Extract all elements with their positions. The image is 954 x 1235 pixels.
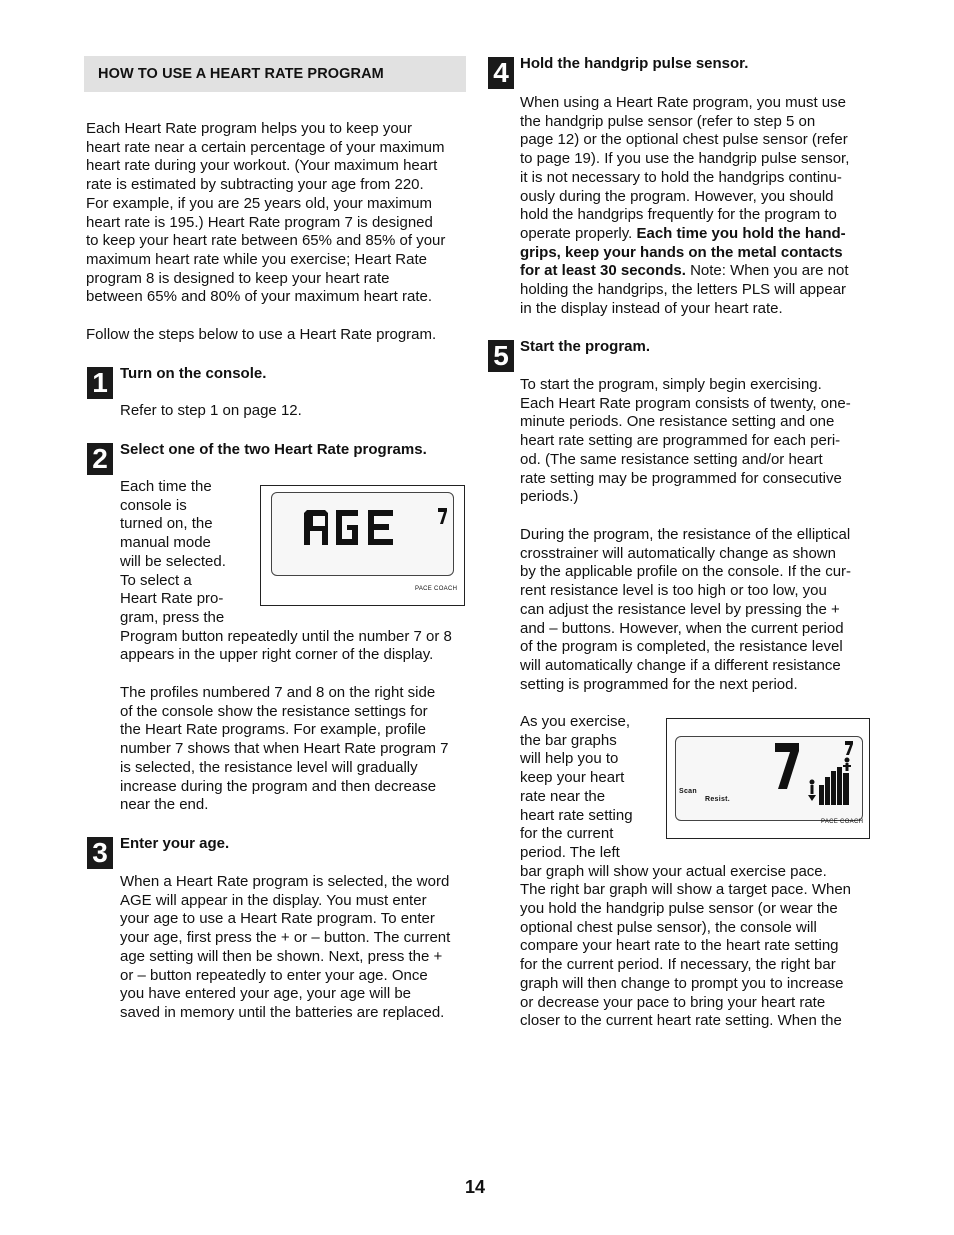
text-line: to page 19). If you use the handgrip pulse sensor,: [520, 150, 850, 168]
text-line: will be selected.: [120, 552, 226, 570]
text-line: will help you to: [520, 750, 619, 768]
text-line: near the end.: [120, 796, 209, 814]
text-line: compare your heart rate to the heart rate setting: [520, 937, 839, 955]
text-line: manual mode: [120, 534, 211, 552]
text-line: [520, 244, 880, 263]
text-line: AGE will appear in the display. You must enter: [120, 891, 427, 909]
text-line: heart rate near a certain percentage of your maximum: [86, 138, 445, 156]
step-number-3: 3: [87, 837, 113, 869]
text-line: program 8 is designed to keep your heart rate: [86, 269, 390, 287]
text-line: your age, first press the + or – button. The current: [120, 929, 451, 947]
text-line: of the program is completed, the resistance level: [520, 638, 843, 656]
text-line: keep your heart: [520, 769, 625, 787]
text-line: ously during the program. However, you should: [520, 187, 834, 205]
text-line: of the console show the resistance settings for: [120, 702, 428, 720]
bold-span: grips, keep your hands on the metal contacts: [520, 243, 843, 261]
text-line: by the applicable profile on the console. If the cur-: [520, 563, 852, 581]
text-line: Each Heart Rate program consists of twenty, one-: [520, 394, 851, 412]
text-line: [520, 225, 880, 244]
text-line: During the program, the resistance of the elliptical: [520, 526, 851, 543]
text-line: optional chest pulse sensor), the console will: [520, 918, 817, 936]
step-number-1: 1: [87, 367, 113, 399]
step4-body: [520, 94, 880, 318]
text-line: setting is programmed for the next period.: [520, 675, 798, 693]
text-line: heart rate setting: [520, 806, 633, 824]
text-line: od. (The same resistance setting and/or heart: [520, 450, 823, 468]
text-line: console is: [120, 496, 187, 514]
text-line: graph will then change to prompt you to increase: [520, 974, 844, 992]
text-line: increase during the program and then decrease: [120, 777, 437, 795]
text-line: age setting will then be shown. Next, press the +: [120, 947, 443, 965]
text-line: page 12) or the optional chest pulse sensor (refer: [520, 131, 848, 149]
text-line: for the current period. If necessary, the right bar: [520, 956, 836, 974]
text-line: to keep your heart rate between 65% and 85% of your: [86, 232, 446, 250]
bold-span: Each time you hold the hand-: [636, 224, 846, 242]
text-line: gram, press the: [120, 608, 225, 626]
text-line: periods.): [520, 488, 579, 506]
text-line: rate near the: [520, 787, 606, 805]
text-line: turned on, the: [120, 515, 213, 533]
step5-paragraph-1: [520, 376, 880, 507]
step3-body: [120, 873, 480, 1023]
text-line: will automatically change if a different resistance: [520, 656, 841, 674]
text-line: Program button repeatedly until the number 7 or 8: [120, 627, 452, 645]
text-line: or – button repeatedly to enter your age. Once: [120, 966, 428, 984]
text-line: between 65% and 80% of your maximum heart rate.: [86, 288, 433, 306]
text-line: For example, if you are 25 years old, your maximum: [86, 194, 432, 212]
text-span: operate properly.: [520, 224, 637, 242]
section-header: [84, 56, 466, 92]
text-line: To start the program, simply begin exercising.: [520, 376, 822, 393]
text-span: Note: When you are not: [685, 262, 849, 280]
text-line: is selected, the resistance level will gradually: [120, 758, 418, 776]
step-title-4: Hold the handgrip pulse sensor.: [520, 55, 749, 72]
text-line: period. The left: [520, 843, 620, 861]
text-line: The profiles numbered 7 and 8 on the right side: [120, 684, 436, 701]
step-title-2: Select one of the two Heart Rate programs.: [120, 441, 427, 458]
text-line: can adjust the resistance level by pressing the +: [520, 600, 840, 618]
step-title-5: Start the program.: [520, 338, 651, 355]
text-line: heart rate is 195.) Heart Rate program 7 is designed: [86, 213, 433, 231]
intro-follow: Follow the steps below to use a Heart Rate program.: [86, 326, 437, 343]
text-line: hold the handgrips frequently for the program to: [520, 206, 837, 224]
text-line: the handgrip pulse sensor (refer to step 5 on: [520, 112, 816, 130]
text-line: When using a Heart Rate program, you must use: [520, 94, 846, 111]
page-number: 14: [465, 1177, 486, 1197]
text-line: Each time the: [120, 478, 212, 495]
intro-paragraph: [86, 120, 471, 307]
resist-label: Resist.: [705, 796, 731, 803]
bold-span: for at least 30 seconds.: [520, 262, 686, 280]
text-line: your age to use a Heart Rate program. To enter: [120, 910, 435, 928]
section-title: HOW TO USE A HEART RATE PROGRAM: [98, 66, 384, 82]
step-number-2: 2: [87, 443, 113, 475]
step-title-1: Turn on the console.: [120, 365, 267, 382]
text-line: heart rate setting are programmed for each peri-: [520, 432, 841, 450]
text-line: and – buttons. However, when the current period: [520, 619, 844, 637]
text-line: [520, 262, 880, 281]
text-line: it is not necessary to hold the handgrips continu-: [520, 168, 842, 186]
text-line: closer to the current heart rate setting. When the: [520, 1012, 842, 1030]
text-line: saved in memory until the batteries are replaced.: [120, 1003, 445, 1021]
step-number-4: 4: [488, 57, 514, 89]
scan-label: Scan: [679, 788, 697, 795]
text-line: bar graph will show your actual exercise pace.: [520, 862, 827, 880]
text-line: crosstrainer will automatically change as shown: [520, 544, 836, 562]
text-line: rent resistance level is too high or too low, you: [520, 582, 827, 600]
text-line: rate is estimated by subtracting your age from 220.: [86, 176, 424, 194]
text-line: As you exercise,: [520, 713, 631, 730]
text-line: the bar graphs: [520, 731, 617, 749]
text-line: number 7 shows that when Heart Rate program 7: [120, 740, 449, 758]
step-title-3: Enter your age.: [120, 835, 230, 852]
text-line: you have entered your age, your age will be: [120, 985, 412, 1003]
step5-paragraph-2: [520, 526, 880, 694]
text-line: or decrease your pace to bring your heart rate: [520, 993, 826, 1011]
text-line: Each Heart Rate program helps you to keep your: [86, 120, 413, 137]
console-display-age: [260, 485, 465, 606]
brand-label: PACE COACH: [415, 586, 458, 592]
text-line: Heart Rate pro-: [120, 590, 224, 608]
text-line: for the current: [520, 825, 614, 843]
step2-paragraph-2: [120, 684, 480, 815]
text-line: in the display instead of your heart rate.: [520, 299, 783, 317]
text-line: minute periods. One resistance setting and one: [520, 413, 835, 431]
text-line: holding the handgrips, the letters PLS will appear: [520, 281, 847, 299]
text-line: maximum heart rate while you exercise; Heart Rate: [86, 250, 427, 268]
console-display-bargraph: [666, 718, 870, 839]
step-body-1: Refer to step 1 on page 12.: [120, 402, 302, 419]
text-line: The right bar graph will show a target pace. When: [520, 881, 852, 899]
text-line: you hold the handgrip pulse sensor (or wear the: [520, 900, 838, 918]
step-number-5: 5: [488, 340, 514, 372]
text-line: rate setting may be programmed for consecutive: [520, 469, 842, 487]
brand-label: PACE COACH: [821, 819, 864, 825]
text-line: To select a: [120, 571, 192, 589]
text-line: the Heart Rate programs. For example, profile: [120, 721, 426, 739]
text-line: When a Heart Rate program is selected, the word: [120, 873, 450, 890]
text-line: appears in the upper right corner of the display.: [120, 646, 434, 664]
text-line: heart rate during your workout. (Your maximum heart: [86, 157, 438, 175]
